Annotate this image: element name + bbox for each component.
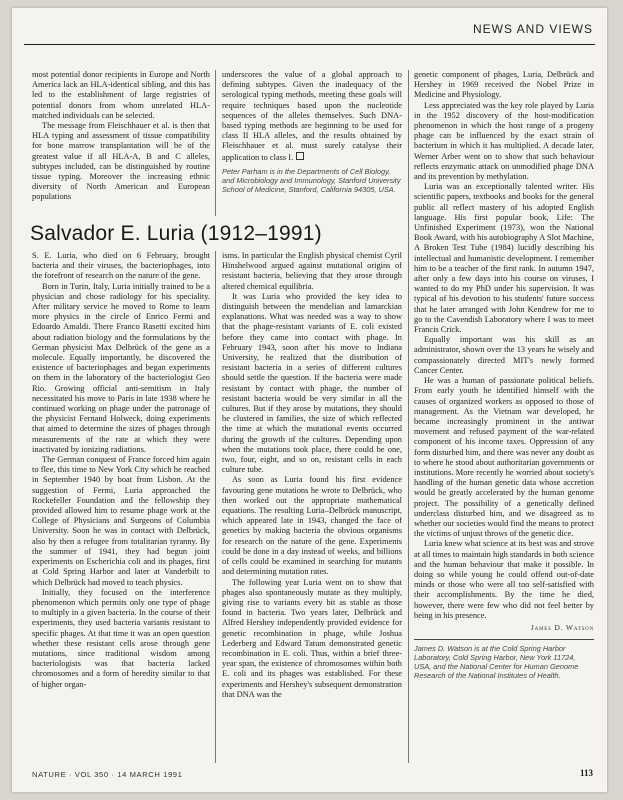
paragraph: isms. In particular the English physical chemist Cyril Hinshelwood argued against mutational origins of resistant bacteria, believing that they arose through altered chemical equilibria.: [222, 251, 402, 291]
author-signature: James D. Watson: [530, 622, 594, 632]
end-mark-icon: [296, 152, 304, 160]
paragraph: most potential donor recipients in Europe and North America lack an HLA-identical sibling, and this has led to the establishment of large registries of potential donors from whom unrelated HLA-matched individuals can be selected.: [32, 70, 210, 120]
obituary-col3: [414, 70, 594, 702]
author-bio: James D. Watson is at the Cold Spring Harbor Laboratory, Cold Spring Harbor, New York 11724, USA, and the National Center for Human Genome Research of the National Institutes of Health.: [414, 639, 594, 680]
paragraph: The German conquest of France forced him again to flee, this time to New York City which he reached in September 1940 by boat from Lisbon. At the suggestion of Fermi, Luria approached the Rockefeller Foundation and the fellowship they provided allowed him to resume phage work at the College of Physicians and Surgeons of Columbia University. Soon he was in contact with Delbrück, also by then a refugee from totalitarian tyranny. By the summer of 1941, they had begun joint experiments on Escherichia coli and its phages, first at Cold Spring Harbor and later at Vanderbilt to which Delbrück had moved to teach physics.: [32, 455, 210, 587]
page-number: 113: [579, 768, 593, 778]
column-divider: [215, 251, 216, 763]
paragraph: Born in Turin, Italy, Luria initially trained to be a physician and chose radiology for his speciality. After military service he moved to Rome to learn more physics in the circle of Enrico Fermi and Edoardo Amaldi. There Franco Rasetti excited him about radiation biology and the formulations by the German physicist Max Delbrück of the gene as a molecule. Equally importantly, he discovered the existence of bacteriophages and began experiments on them in the laboratory of the bacteriologist Geo Rio. Growing official anti-semitism in Italy necessitated his move to Paris in late 1938 where he continued working on phage under the patronage of the physicist Fernand Holweck, doing experiments that aimed to determine the sizes of phages through measurements of the rate at which they were inactivated by ionizing radiations.: [32, 281, 210, 454]
paragraph: As soon as Luria found his first evidence favouring gene mutations he wrote to Delbrück, who then worked out the appropriate mathematical equations. The resulting Luria–Delbrück manuscript, which appeared late in 1943, changed the face of genetics by making bacteria the obvious organisms for research on the nature of the gene. Experiments could be done in a day instead of weeks, and billions of cells could be examined in searching for mutants and determining mutation rates.: [222, 475, 402, 577]
column-divider: [215, 70, 216, 216]
paragraph: Luria knew what science at its best was and strove at all times to maintain high standards in both science and the human behaviour that make it possible. In doing so while young he could offend out-of-date minds or those who were all too self-satisfied with their accomplishments. By the time he died, however, there were few who did not feel better by being in his presence.: [414, 539, 594, 620]
paragraph: underscores the value of a global approach to defining subtypes. Given the inadequacy of the serological typing methods, meeting these goals will require techniques based upon the nucleotide sequences of the alleles themselves. Such DNA-based typing methods are beginning to be used for class II HLA alleles, and the results obtained by Fleischhauer et al. must surely catalyse their application to class I.: [222, 70, 402, 162]
column-divider: [408, 70, 409, 763]
obituary-col1: [32, 251, 210, 766]
section-title: NEWS AND VIEWS: [472, 22, 593, 36]
paragraph: Luria was an exceptionally talented writer. His scientific papers, textbooks and books for the general public all reflect mastery of his adopted English language. His first popular book, Life: The Unfinished Experiment (1973), won the National Book Award, with his autobiography A Slot Machine, A Broken Test Tube (1984) lucidly describing his intellectual and humanistic development. I remember him to be a teacher of the first rank. In autumn 1947, after only a few days into his course on viruses, I wanted to do my PhD under his supervision. It was typical of his devotion to his students' future success that he later arranged with John Kendrew for me to go to the Cavendish Laboratory where I was to meet Francis Crick.: [414, 182, 594, 335]
obituary-title: Salvador E. Luria (1912–1991): [30, 222, 322, 245]
paragraph: The message from Fleischhauer et al. is then that HLA typing and assessment of tissue compatibility for bone marrow transplantation will be of the greatest value if all HLA-A, B and C alleles, subtypes included, can be distinguished by routine tissue typing. Moreover the increasing ethnic diversity of North American and European populations: [32, 121, 210, 202]
obituary-col2: [222, 251, 402, 766]
journal-citation: NATURE · VOL 350 · 14 MARCH 1991: [32, 770, 183, 779]
paragraph: Initially, they focused on the interference phenomenon which permits only one type of phage to multiply in a given bacteria. In the course of their experiments, they used bacteria variants resistant to specific phages. At that time it was an open question whether these resistant cells arose through gene mutations, since traditional wisdom among bacteriologists was that bacteria lacked chromosomes and a form of heredity similar to that of higher organ-: [32, 587, 210, 689]
paragraph: genetic component of phages, Luria, Delbrück and Hershey in 1969 received the Nobel Prize in Medicine and Physiology.: [414, 70, 594, 100]
author-affiliation: Peter Parham is in the Departments of Cell Biology, and Microbiology and Immunology, Stanford University School of Medicine, Stanford, California 94305, USA.: [222, 166, 401, 194]
previous-article-col2: [222, 70, 402, 218]
paragraph: Less appreciated was the key role played by Luria in the 1952 discovery of the host-modification phenomenon in which the host range of a progeny phage can be influenced by the exact strain of bacterium in which it has multiplied. A decade later, Werner Arber went on to show that such behaviour reflects enzymatic attack on unmodified phage DNA and its prevention by methylation.: [414, 100, 594, 182]
paragraph: Equally important was his skill as an administrator, shown over the 13 years he wisely and compassionately directed MIT's newly formed Cancer Center.: [414, 335, 594, 375]
page-header: [12, 8, 607, 46]
header-rule: [24, 44, 595, 45]
paragraph: S. E. Luria, who died on 6 February, brought bacteria and their viruses, the bacteriophages, into the forefront of research on the nature of the gene.: [32, 251, 210, 281]
previous-article-col1: [32, 70, 210, 218]
paragraph: The following year Luria went on to show that phages also spontaneously mutate as they multiply, giving rise to variants every bit as stable as those found in bacteria. Two years later, Delbrück and Alfred Hershey independently provided evidence for genetic recombination in phage, while Joshua Lederberg and Edward Tatum demonstrated genetic recombination in E. coli. Thus, within a brief three-year span, the existence of chromosomes within both E. coli and its phages was established. For these experiments and Hershey's subsequent demonstration that DNA was the: [222, 577, 402, 699]
paragraph: It was Luria who provided the key idea to distinguish between the mendelian and lamarckian explanations. What was needed was a way to show that the phage-resistant variants of E. coli existed before they came into contact with phage. In February 1943, soon after his move to Indiana University, he realized that the distribution of resistant bacteria in a series of different cultures should settle the question. If the bacteria were made resistant by contact with phage, the number of resistant bacteria would be very similar in all the cultures. But if they arose by mutations, they should be clustered in families, the size of which reflected the time at which the mutational events occurred during the growth of the cultures. Depending upon when the mutations took place, there could be one, two, four, eight, and so on, resistant cells in each culture tube.: [222, 291, 402, 475]
journal-page: [12, 8, 607, 792]
paragraph: He was a human of passionate political beliefs. From early youth he identified himself with the causes of organized workers as opposed to those of management. As the Vietnam war developed, he became increasingly prominent in the antiwar movement and refused payment of the war-related component of his income taxes. Oppression of any form disturbed him, and there was never any doubt as to where he stood about authoritarian governments or institutions. More recently he worried about society's handling of the human genetic data whose accretion would be greatly accelerated by the human genome project. The possibility of a genetically defined underclass disturbed him, and we disagreed as to whether our societies would find the means to protect the victims of unjust throws of the genetic dice.: [414, 376, 594, 539]
